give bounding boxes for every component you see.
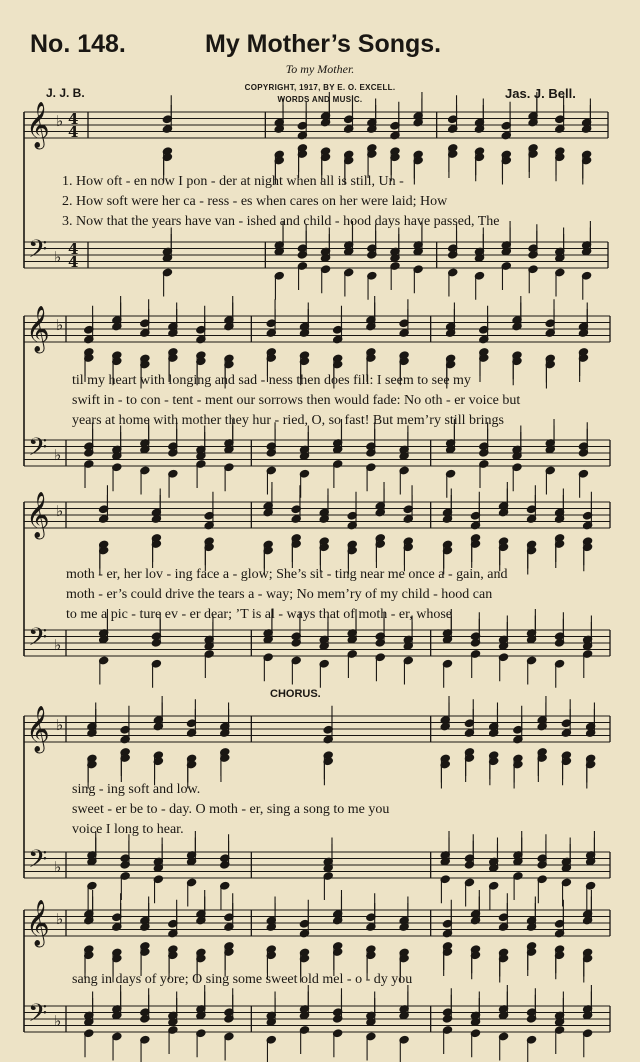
composer-credit: Jas. J. Bell. xyxy=(505,86,576,101)
lyric-verse-1: til my heart with longing and sad - ness then does fill: I seem to see my xyxy=(72,373,471,388)
lyric-verse-2: moth - er’s could drive the tears a - way; No mem’ry of my child - hood can xyxy=(66,587,493,602)
hymn-title: My Mother’s Songs. xyxy=(205,30,442,58)
hymn-number: No. 148. xyxy=(30,30,126,58)
bass-clef-icon: 𝄢 xyxy=(28,845,48,880)
lyric-verse-2: sweet - er be to - day. O moth - er, sing a song to me you xyxy=(72,802,390,817)
bass-clef-icon: 𝄢 xyxy=(28,623,48,658)
flat-icon: ♭ xyxy=(56,112,64,130)
time-signature-bottom: 4 xyxy=(68,123,79,141)
lyric-verse-1: moth - er, her lov - ing face a - glow; She’s sit - ting near me once a - gain, and xyxy=(66,567,508,582)
bass-clef-icon: 𝄢 xyxy=(28,433,48,468)
time-signature-top: 4 xyxy=(68,240,79,258)
flat-icon: ♭ xyxy=(56,316,64,334)
time-signature-bottom: 4 xyxy=(68,253,79,271)
copyright-subline: WORDS AND MUSIC. xyxy=(277,95,363,104)
lyric-line: sang in days of yore; O sing some sweet old mel - o - dy you xyxy=(72,972,413,987)
lyric-verse-3: 3. Now that the years have van - ished and child - hood days have passed, The xyxy=(62,214,500,229)
treble-clef-icon: 𝄞 xyxy=(26,492,50,538)
lyric-verse-2: swift in - to con - tent - ment our sorrows then would fade: No oth - er voice but xyxy=(72,393,521,408)
lyric-verse-1: sing - ing soft and low. xyxy=(72,782,201,797)
bass-clef-icon: 𝄢 xyxy=(28,999,48,1034)
treble-clef-icon: 𝄞 xyxy=(26,706,50,752)
lyric-verse-3: to me a pic - ture ev - er dear; ’T is al - ways that of moth - er, whose xyxy=(66,607,452,622)
dedication: To my Mother. xyxy=(285,62,355,76)
flat-icon: ♭ xyxy=(56,502,64,520)
treble-clef-icon: 𝄞 xyxy=(26,102,50,148)
lyric-verse-2: 2. How soft were her ca - ress - es when cares on her were laid; How xyxy=(62,194,448,209)
chorus-label: CHORUS. xyxy=(270,688,321,700)
flat-icon: ♭ xyxy=(54,636,62,654)
flat-icon: ♭ xyxy=(54,1012,62,1030)
lyric-verse-3: years at home with mother they hur - ried, O, so fast! But mem’ry still brings xyxy=(72,413,504,428)
bass-clef-icon: 𝄢 xyxy=(28,235,48,270)
flat-icon: ♭ xyxy=(54,248,62,266)
copyright-line: COPYRIGHT, 1917, BY E. O. EXCELL. xyxy=(244,83,396,92)
lyric-verse-3: voice I long to hear. xyxy=(72,822,184,837)
treble-clef-icon: 𝄞 xyxy=(26,306,50,352)
treble-clef-icon: 𝄞 xyxy=(26,900,50,946)
flat-icon: ♭ xyxy=(56,910,64,928)
lyric-verse-1: 1. How oft - en now I pon - der at night when all is still, Un - xyxy=(62,174,404,189)
time-signature-top: 4 xyxy=(68,110,79,128)
flat-icon: ♭ xyxy=(56,716,64,734)
flat-icon: ♭ xyxy=(54,446,62,464)
flat-icon: ♭ xyxy=(54,858,62,876)
lyricist-initials: J. J. B. xyxy=(46,86,85,100)
